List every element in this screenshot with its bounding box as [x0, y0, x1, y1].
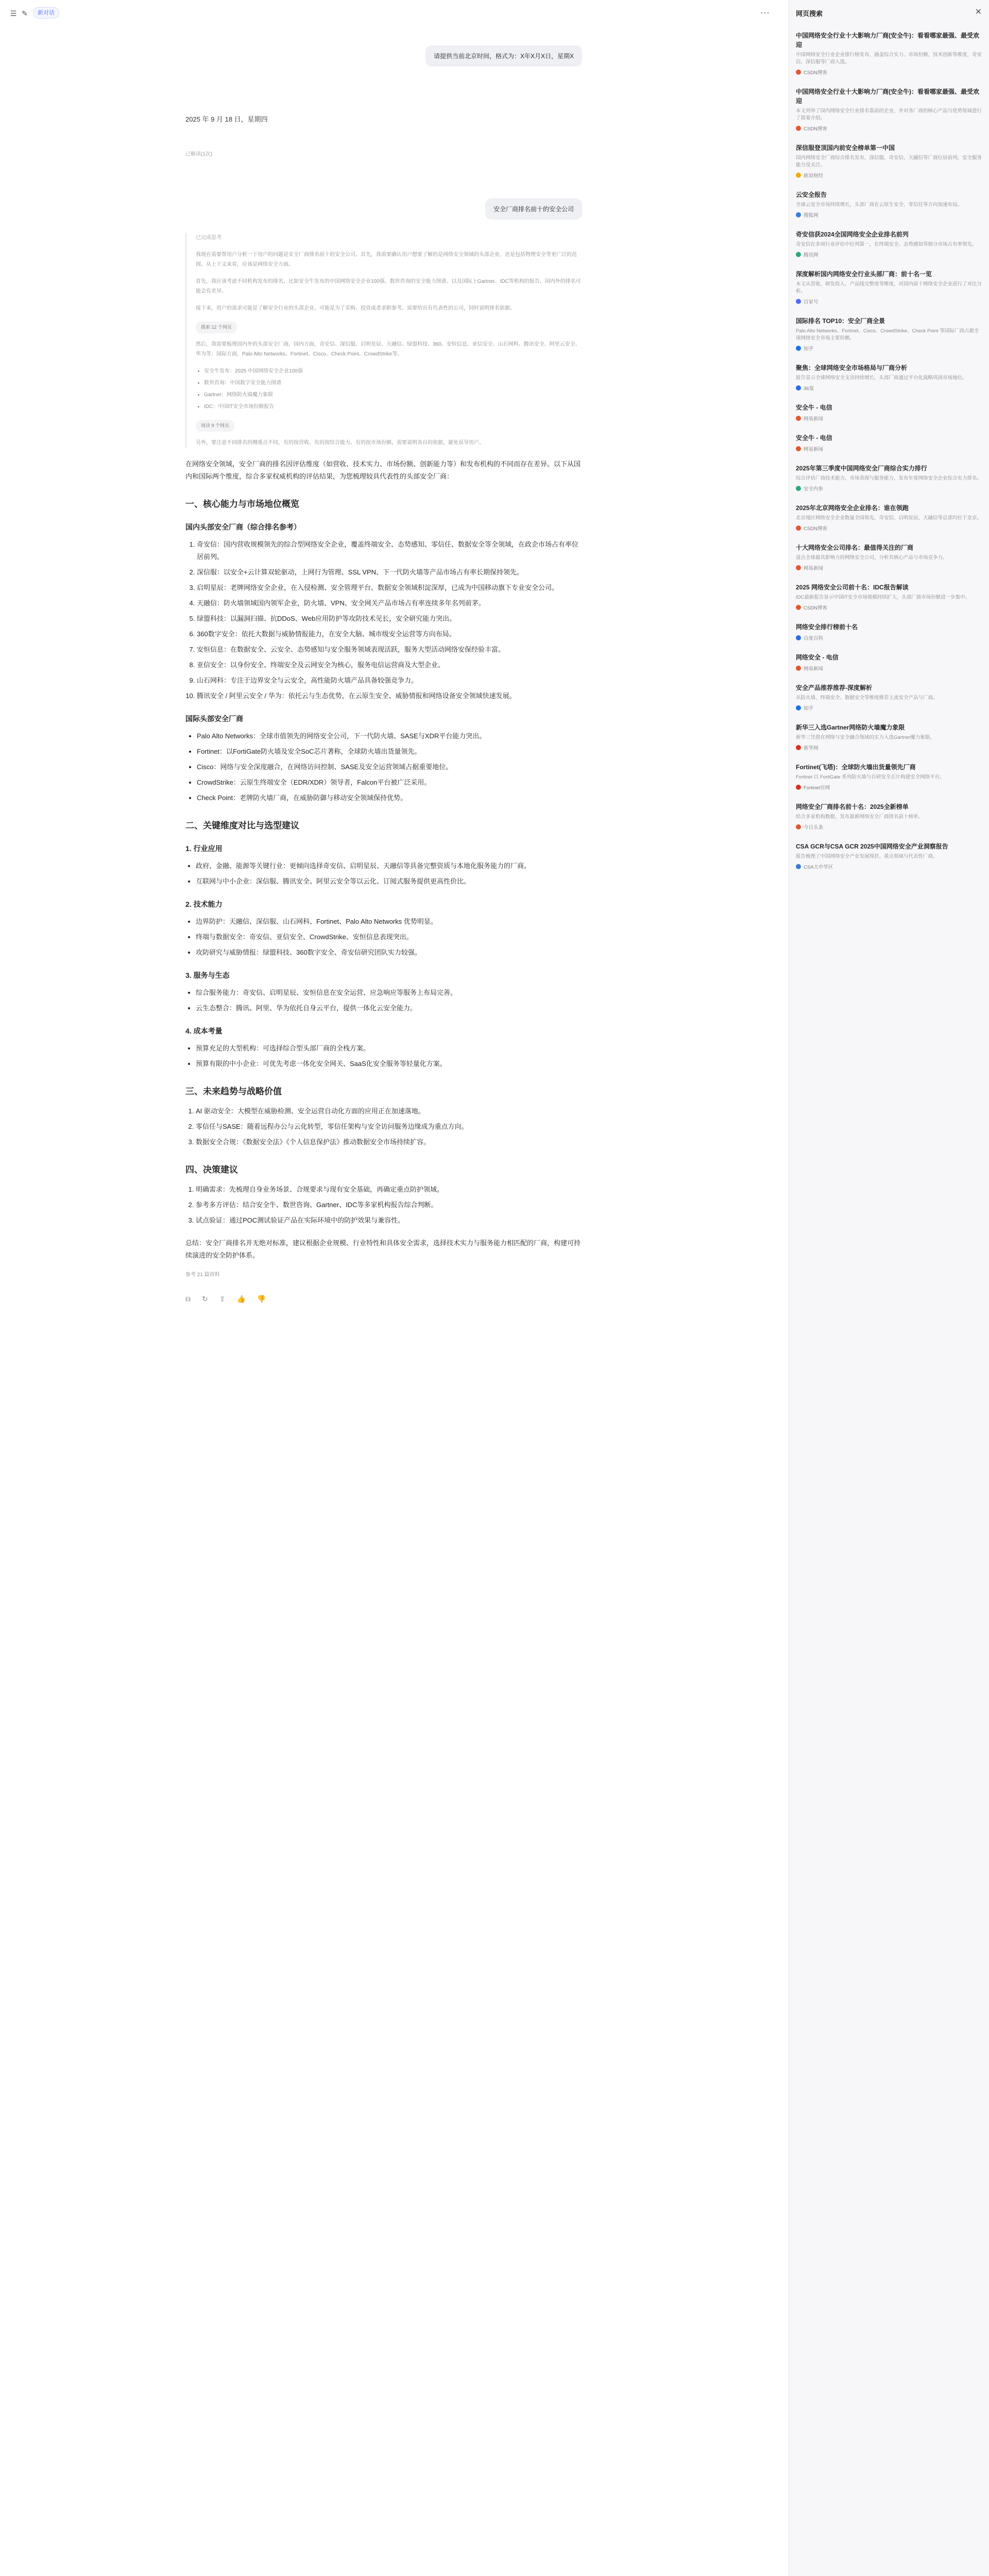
search-result-item[interactable] — [796, 842, 982, 870]
search-results-panel — [788, 0, 989, 2576]
source-favicon-icon — [796, 252, 801, 257]
list-item: • Cisco：网络与安全深度融合，在网络访问控制、SASE及安全运营领域占据重要地位。 — [197, 761, 582, 773]
search-result-item[interactable] — [796, 269, 982, 305]
list-item: • Palo Alto Networks：全球市值领先的网络安全公司，下一代防火墙、SASE与XDR平台能力突出。 — [197, 730, 582, 742]
list-item: • Check Point：老牌防火墙厂商，在威胁防御与移动安全领域保持优势。 — [197, 792, 582, 804]
section-title: 三、未来趋势与战略价值 — [185, 1087, 282, 1096]
list-item: • 数世咨询：中国数字安全能力图谱 — [204, 378, 582, 388]
source-favicon-icon — [796, 70, 801, 75]
list-item: 7. 安恒信息：在数据安全、云安全、态势感知与安全服务领域表现活跃，服务大型活动网络安保经验丰富。 — [197, 643, 582, 656]
search-result-title[interactable]: 云安全报告 — [796, 191, 827, 198]
search-result-source — [796, 445, 982, 452]
list-item: 8. 亚信安全：以身份安全、终端安全及云网安全为核心，服务电信运营商及大型企业。 — [197, 659, 582, 671]
search-result-snippet: Fortinet 以 FortiGate 系列防火墙与自研安全芯片构建安全网络平台。 — [796, 774, 945, 780]
domestic-vendor-list — [197, 538, 582, 702]
search-results-list — [796, 31, 982, 882]
search-result-title[interactable]: 2025年北京网络安全企业排名：谁在领跑 — [796, 504, 909, 512]
panel-title: 网页搜索 — [796, 10, 823, 18]
search-result-source — [796, 744, 982, 751]
search-result-item[interactable] — [796, 762, 982, 791]
search-result-source — [796, 345, 982, 352]
search-result-source — [796, 604, 982, 611]
search-result-title[interactable]: 深度解析国内网络安全行业头部厂商：前十名一览 — [796, 270, 932, 278]
list-item: • 政府、金融、能源等关键行业：更倾向选择奇安信、启明星辰、天融信等具备完整资质与本地化服务能力的厂商。 — [196, 860, 582, 872]
source-favicon-icon — [796, 126, 801, 131]
search-result-title[interactable]: 十大网络安全公司排名：最值得关注的厂商 — [796, 544, 914, 551]
search-result-source — [796, 415, 982, 422]
source-favicon-icon — [796, 212, 801, 217]
source-name: CSDN博客 — [804, 70, 827, 76]
search-result-snippet: 新华三凭借在网络与安全融合领域的实力入选Gartner魔力象限。 — [796, 735, 935, 740]
user-message-2: 安全厂商排名前十的安全公司 — [485, 198, 582, 219]
list-item: • 预算充足的大型机构：可选择综合型头部厂商的全栈方案。 — [196, 1042, 582, 1055]
list-item: 2. 零信任与SASE：随着远程办公与云化转型，零信任架构与安全访问服务边缘成为重点方向。 — [196, 1121, 582, 1133]
search-result-source — [796, 172, 982, 179]
list-item: 1. 奇安信：国内营收规模领先的综合型网络安全企业，覆盖终端安全、态势感知、零信任、数据安全等全领域，在政企市场占有率位居前列。 — [197, 538, 582, 563]
search-result-title[interactable]: 安全产品推荐推荐-深度解析 — [796, 684, 872, 691]
search-result-source — [796, 211, 982, 218]
list-item: • IDC：中国IT安全市场份额报告 — [204, 402, 582, 412]
search-result-item[interactable] — [796, 433, 982, 452]
list-item: • 预算有限的中小企业：可优先考虑一体化安全网关、SaaS化安全服务等轻量化方案。 — [196, 1058, 582, 1070]
chat-thread — [185, 26, 582, 1303]
search-result-item[interactable] — [796, 143, 982, 179]
source-favicon-icon — [796, 526, 801, 531]
list-item: 1. 明确需求：先梳理自身业务场景、合规要求与现有安全基础，再确定重点防护领域。 — [196, 1183, 582, 1196]
source-favicon-icon — [796, 824, 801, 829]
advice-list — [196, 1183, 582, 1227]
source-favicon-icon — [796, 705, 801, 710]
search-result-source — [796, 863, 982, 870]
search-result-source — [796, 634, 982, 641]
source-name: 知乎 — [804, 706, 814, 711]
list-item: 5. 绿盟科技：以漏洞扫描、抗DDoS、Web应用防护等攻防技术见长，安全研究能力突出。 — [197, 613, 582, 625]
list-item: 10. 腾讯安全 / 阿里云安全 / 华为：依托云与生态优势，在云原生安全、威胁情报和网络设备安全领域快速发展。 — [197, 690, 582, 702]
answer-source-count[interactable]: 参考 21 篇资料 — [185, 1272, 220, 1278]
section-title: 一、核心能力与市场地位概览 — [185, 499, 299, 509]
answer-conclusion: 总结：安全厂商排名并无绝对标准，建议根据企业规模、行业特性和具体安全需求，选择技术实力与服务能力相匹配的厂商，构建可持续演进的安全防护体系。 — [185, 1239, 581, 1259]
source-name: 网易新闻 — [804, 416, 824, 422]
source-name: 腾讯网 — [804, 252, 819, 258]
subsection-title: 1. 行业应用 — [185, 844, 223, 853]
dimension-list — [196, 860, 582, 888]
answered-note[interactable]: 已解读(1次) — [185, 151, 213, 157]
close-icon[interactable]: ✕ — [975, 8, 982, 16]
search-result-title[interactable]: 国际排名 TOP10：安全厂商全景 — [796, 317, 885, 325]
thinking-paragraph: 另外，要注意不同排名的侧重点不同，有的按营收、有的按综合能力、有的按市场份额，需要说明各自的依据，避免误导用户。 — [196, 440, 484, 446]
source-favicon-icon — [796, 635, 801, 640]
search-result-snippet: 本文从营收、研发投入、产品线完整度等维度，对国内前十网络安全企业进行了对比分析。 — [796, 281, 982, 294]
search-result-source — [796, 125, 982, 132]
search-result-title[interactable]: 网络安全厂商排名前十名：2025全新榜单 — [796, 803, 909, 810]
search-result-title[interactable]: 中国网络安全行业十大影响力厂商(安全牛)：看看哪家最强、最受欢迎 — [796, 88, 979, 105]
list-item: 4. 天融信：防火墙领域国内领军企业，防火墙、VPN、安全网关产品市场占有率连续多年名列前茅。 — [197, 597, 582, 609]
search-result-item[interactable] — [796, 403, 982, 422]
search-result-title[interactable]: 安全牛 - 电信 — [796, 434, 832, 442]
subsection-title: 2. 技术能力 — [185, 900, 223, 908]
list-item: • 攻防研究与威胁情报：绿盟科技、360数字安全、奇安信研究团队实力较强。 — [196, 946, 582, 959]
source-name: 网易新闻 — [804, 666, 824, 672]
source-favicon-icon — [796, 346, 801, 351]
search-result-title[interactable]: 网络安全排行榜前十名 — [796, 623, 858, 631]
search-result-item[interactable] — [796, 464, 982, 492]
source-name: 百家号 — [804, 299, 819, 305]
list-item: • 云生态整合：腾讯、阿里、华为依托自身云平台，提供一体化云安全能力。 — [196, 1002, 582, 1014]
search-result-snippet: 结合多家机构数据，发布最新网络安全厂商排名前十榜单。 — [796, 814, 924, 820]
list-item: 6. 360数字安全：依托大数据与威胁情报能力，在安全大脑、城市级安全运营等方向布局。 — [197, 628, 582, 640]
source-name: 新浪财经 — [804, 173, 824, 179]
search-result-snippet: 中国网络安全行业企业排行榜发布，涵盖综合实力、市场份额、技术创新等维度，奇安信、深信服等厂商入选。 — [796, 52, 982, 65]
global-vendor-list — [197, 730, 582, 804]
source-favicon-icon — [796, 299, 801, 304]
list-item: 9. 山石网科：专注于边界安全与云安全，高性能防火墙产品具备较强竞争力。 — [197, 674, 582, 687]
source-favicon-icon — [796, 385, 801, 391]
list-item: 1. AI 驱动安全：大模型在威胁检测、安全运营自动化方面的应用正在加速落地。 — [196, 1105, 582, 1117]
source-favicon-icon — [796, 446, 801, 451]
search-result-source — [796, 704, 982, 711]
source-favicon-icon — [796, 486, 801, 491]
dimension-list — [196, 987, 582, 1014]
answer-intro: 在网络安全领域，安全厂商的排名因评估维度（如营收、技术实力、市场份额、创新能力等）和发布机构的不同而存在差异。以下从国内和国际两个维度，综合多家权威机构的评估结果，为您梳理较具代表性的头部安全厂商： — [185, 460, 581, 480]
source-name: 网易新闻 — [804, 566, 824, 571]
search-result-title[interactable]: 新华三入选Gartner网络防火墙魔力象限 — [796, 724, 905, 731]
new-chat-icon[interactable]: ✎ — [22, 9, 28, 18]
list-item: • 终端与数据安全：奇安信、亚信安全、CrowdStrike、安恒信息表现突出。 — [196, 931, 582, 943]
search-result-title[interactable]: 安全牛 - 电信 — [796, 404, 832, 411]
source-name: CSDN博客 — [804, 605, 827, 611]
search-result-snippet: 国内网络安全厂商综合排名发布，深信服、奇安信、天融信等厂商位居前列，安全服务能力受关注。 — [796, 155, 982, 168]
search-result-title[interactable]: 中国网络安全行业十大影响力厂商(安全牛)：看看哪家最强、最受欢迎 — [796, 32, 979, 48]
source-favicon-icon — [796, 666, 801, 671]
search-result-item[interactable] — [796, 683, 982, 711]
search-result-item[interactable] — [796, 87, 982, 132]
source-name: Fortinet官网 — [804, 785, 830, 791]
search-result-item[interactable] — [796, 316, 982, 352]
search-result-snippet: Palo Alto Networks、Fortinet、Cisco、CrowdStrike、Check Point 等国际厂商占据全球网络安全市场主要份额。 — [796, 328, 979, 341]
source-name: 安全内参 — [804, 486, 824, 492]
dimension-list — [196, 1042, 582, 1070]
sidebar-toggle-icon[interactable]: ☰ — [10, 9, 17, 18]
search-result-title[interactable]: CSA GCR与CSA GCR 2025中国网络安全产业洞察报告 — [796, 843, 948, 850]
list-item: 2. 深信服：以安全+云计算双轮驱动，上网行为管理、SSL VPN、下一代防火墙等产品市场占有率长期保持领先。 — [197, 566, 582, 579]
search-result-snippet: 北京地区网络安全企业数量全国领先，奇安信、启明星辰、天融信等总部均位于北京。 — [796, 515, 982, 521]
answer-actions — [185, 1295, 582, 1303]
search-result-title[interactable]: 聚焦：全球网络安全市场格局与厂商分析 — [796, 364, 908, 371]
search-result-source — [796, 823, 982, 831]
search-result-snippet: 本文列举了国内网络安全行业排名靠前的企业，并对各厂商的核心产品与优势领域进行了简要介绍。 — [796, 108, 982, 121]
list-item: 3. 试点验证：通过POC测试验证产品在实际环境中的防护效果与兼容性。 — [196, 1214, 582, 1227]
source-name: 搜狐网 — [804, 213, 819, 218]
list-item: • Gartner：网络防火墙魔力象限 — [204, 390, 582, 400]
search-result-source — [796, 524, 982, 532]
top-bar — [0, 0, 788, 26]
search-result-title[interactable]: 2025 网络安全公司前十名：IDC报告解读 — [796, 584, 909, 591]
subsection-title: 国际头部安全厂商 — [185, 715, 243, 723]
thinking-paragraph: 然后，我需要梳理国内外的头部安全厂商。国内方面，奇安信、深信服、启明星辰、天融信、绿盟科技、360、安恒信息、亚信安全、山石网科、腾讯安全、阿里云安全、华为等；国际方面，Palo Alto Networks、Fortinet、Cisco、Check Point、CrowdStrike等。 — [196, 342, 581, 357]
source-name: 新华网 — [804, 745, 819, 751]
source-favicon-icon — [796, 565, 801, 570]
assistant-answer — [185, 458, 582, 1281]
search-result-snippet: 奇安信在多项行业评估中位列第一，在终端安全、态势感知等细分市场占有率领先。 — [796, 242, 977, 247]
source-name: 知乎 — [804, 346, 814, 352]
list-item: • 综合服务能力：奇安信、启明星辰、安恒信息在安全运营、应急响应等服务上布局完善。 — [196, 987, 582, 999]
subsection-title: 国内头部安全厂商（综合排名参考） — [185, 523, 301, 531]
subsection-title: 3. 服务与生态 — [185, 971, 230, 979]
source-name: 百度百科 — [804, 636, 824, 641]
source-name: 36氪 — [804, 386, 814, 392]
source-name: 网易新闻 — [804, 447, 824, 452]
section-title: 四、决策建议 — [185, 1165, 238, 1175]
source-name: CSDN博客 — [804, 126, 827, 132]
search-result-snippet: 报告梳理了中国网络安全产业发展现状、重点领域与代表性厂商。 — [796, 854, 938, 859]
subsection-title: 4. 成本考量 — [185, 1027, 223, 1035]
section-title: 二、关键维度对比与选型建议 — [185, 821, 299, 831]
search-result-title[interactable]: Fortinet(飞塔)：全球防火墙出货量领先厂商 — [796, 764, 916, 771]
list-item: • CrowdStrike：云原生终端安全（EDR/XDR）领导者，Falcon平台被广泛采用。 — [197, 776, 582, 789]
list-item: • 边界防护：天融信、深信服、山石网科、Fortinet、Palo Alto Networks 优势明显。 — [196, 916, 582, 928]
more-options-icon[interactable]: ··· — [760, 7, 770, 18]
thinking-source-chip[interactable]: 阅读 9 个网页 — [196, 420, 234, 432]
search-result-item[interactable] — [796, 31, 982, 76]
search-result-source — [796, 485, 982, 492]
search-result-snippet: 全球云安全市场持续增长，头部厂商在云原生安全、零信任等方向加速布局。 — [796, 202, 963, 208]
search-result-item[interactable] — [796, 363, 982, 392]
share-icon[interactable]: ⇪ — [219, 1295, 226, 1303]
search-result-item[interactable] — [796, 653, 982, 672]
search-result-item[interactable] — [796, 802, 982, 831]
search-result-title[interactable]: 奇安信获2024全国网络安全企业排名前列 — [796, 231, 909, 238]
search-result-item[interactable] — [796, 583, 982, 611]
search-result-title[interactable]: 网络安全 - 电信 — [796, 654, 839, 661]
search-result-source — [796, 564, 982, 571]
search-result-source — [796, 784, 982, 791]
user-message-1: 请提供当前北京时间，格式为：X年X月X日，星期X — [425, 45, 582, 66]
search-result-source — [796, 298, 982, 305]
thinking-paragraph: 我现在需要帮用户分析一下用户的问题是安全厂商排名前十的安全公司。首先，我需要确认用户想要了解的是网络安全领域的头部企业，还是包括物理安全等更广泛的范围。从上下文来看，应该是网络安全方面。 — [196, 252, 577, 267]
search-result-snippet: 综合评估厂商技术能力、市场表现与服务能力，发布年度网络安全企业综合实力排名。 — [796, 476, 982, 481]
search-result-snippet: 盘点全球最具影响力的网络安全公司，分析其核心产品与市场竞争力。 — [796, 555, 948, 561]
dimension-list — [196, 916, 582, 959]
source-name: 今日头条 — [804, 825, 824, 831]
thumbs-up-icon[interactable]: 👍 — [236, 1295, 246, 1303]
regenerate-icon[interactable]: ↻ — [202, 1295, 208, 1303]
search-result-source — [796, 251, 982, 258]
search-result-snippet: 报告显示全球网络安全支出持续增长，头部厂商通过平台化战略巩固市场地位。 — [796, 375, 967, 381]
list-item: • 互联网与中小企业：深信服、腾讯安全、阿里云安全等以云化、订阅式服务提供更高性价比。 — [196, 875, 582, 888]
search-result-source — [796, 69, 982, 76]
source-favicon-icon — [796, 745, 801, 750]
source-favicon-icon — [796, 416, 801, 421]
thumbs-down-icon[interactable]: 👎 — [257, 1295, 266, 1303]
search-result-snippet: IDC最新报告显示中国IT安全市场规模持续扩大，头部厂商市场份额进一步集中。 — [796, 595, 970, 600]
thinking-paragraph: 首先，我应该考虑不同机构发布的排名，比如安全牛发布的中国网络安全企业100强、数世咨询的安全能力图谱、以及国际上Gartner、IDC等机构的报告。国内外的排名可能会有差异。 — [196, 279, 581, 294]
list-item: 3. 数据安全合规：《数据安全法》《个人信息保护法》推动数据安全市场持续扩容。 — [196, 1136, 582, 1148]
thinking-source-chip[interactable]: 搜索 12 个网页 — [196, 321, 237, 333]
search-result-title[interactable]: 深信服登顶国内前安全榜单第一中国 — [796, 144, 895, 151]
trend-list — [196, 1105, 582, 1148]
list-item: 3. 启明星辰：老牌网络安全企业，在入侵检测、安全管理平台、数据安全领域积淀深厚，已成为中国移动旗下专业安全公司。 — [197, 582, 582, 594]
new-chat-button[interactable]: 新对话 — [33, 7, 59, 19]
thinking-panel — [185, 233, 582, 448]
list-item: • 安全牛发布：2025 中国网络安全企业100强 — [204, 366, 582, 376]
source-name: CSDN博客 — [804, 526, 827, 532]
assistant-reply-date: 2025 年 9 月 18 日，星期四 — [185, 115, 268, 123]
list-item: • Fortinet：以FortiGate防火墙及安全SoC芯片著称，全球防火墙出货量领先。 — [197, 745, 582, 758]
source-favicon-icon — [796, 173, 801, 178]
source-name: CSA大中华区 — [804, 865, 833, 870]
search-result-snippet: 从防火墙、终端安全、数据安全等维度推荐主流安全产品与厂商。 — [796, 695, 938, 701]
thinking-list — [204, 366, 582, 412]
search-result-title[interactable]: 2025年第三季度中国网络安全厂商综合实力排行 — [796, 465, 927, 472]
search-result-item[interactable] — [796, 723, 982, 751]
list-item: 2. 参考多方评估：结合安全牛、数世咨询、Gartner、IDC等多家机构报告综合判断。 — [196, 1199, 582, 1211]
search-result-item[interactable] — [796, 190, 982, 218]
search-result-item[interactable] — [796, 230, 982, 258]
search-result-item[interactable] — [796, 543, 982, 571]
search-result-item[interactable] — [796, 622, 982, 641]
copy-icon[interactable]: ⧉ — [185, 1295, 191, 1303]
search-result-source — [796, 665, 982, 672]
search-result-item[interactable] — [796, 503, 982, 532]
source-favicon-icon — [796, 785, 801, 790]
source-favicon-icon — [796, 864, 801, 869]
source-favicon-icon — [796, 605, 801, 610]
thinking-paragraph: 接下来，用户的需求可能是了解安全行业的头部企业，可能是为了采购、投资或者求职参考。需要给出有代表性的公司，同时说明排名依据。 — [196, 306, 515, 311]
thinking-header[interactable]: 已完成思考 — [196, 235, 221, 241]
search-result-source — [796, 384, 982, 392]
